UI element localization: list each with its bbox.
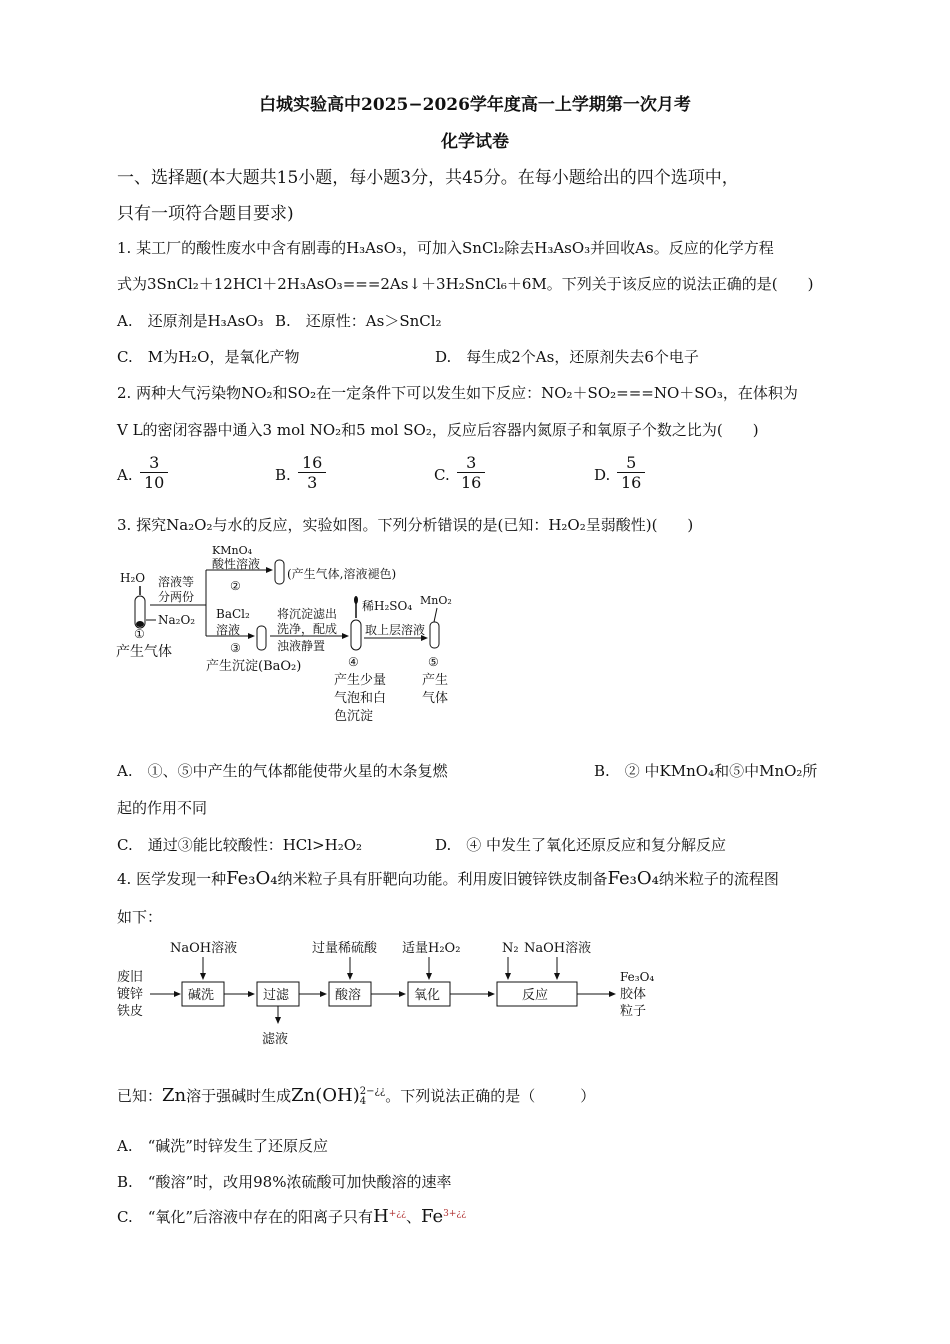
label-bacl2-2: 溶液 xyxy=(216,623,241,637)
label-h2o: H₂O xyxy=(120,571,146,585)
q3-experiment-diagram xyxy=(112,540,472,730)
q3-option-c: C. 通过③能比较酸性：HCl>H₂O₂ xyxy=(117,836,363,854)
q2-stem-line1: 2. 两种大气污染物NO₂和SO₂在一定条件下可以发生如下反应：NO₂＋SO₂===NO＋SO₃，在体积为 xyxy=(117,384,798,402)
q4-stem-part-c: 纳米粒子的流程图 xyxy=(658,870,779,888)
fraction-denominator: 10 xyxy=(140,472,168,492)
dropper-4-bulb xyxy=(354,596,358,604)
q4-known-line xyxy=(117,1085,595,1107)
fraction-denominator: 16 xyxy=(457,472,485,492)
zn-oh-subscript: 4 xyxy=(359,1096,367,1107)
pointer-mno2 xyxy=(434,608,437,622)
label-obs5a: 产生 xyxy=(422,673,449,688)
q3-option-d: D. ④ 中发生了氧化还原反应和复分解反应 xyxy=(435,836,727,854)
q1-option-d: D. 每生成2个As，还原剂失去6个电子 xyxy=(435,348,699,366)
fe-ion: Fe xyxy=(420,1206,444,1227)
label-split2: 分两份 xyxy=(158,590,195,604)
label-obs3: 产生沉淀(BaO₂) xyxy=(206,659,302,674)
q4-stem-line2: 如下： xyxy=(117,908,163,926)
q4-stem-part-b: 纳米粒子具有肝靶向功能。利用废旧镀锌铁皮制备 xyxy=(277,870,608,888)
label-n5: ⑤ xyxy=(428,655,439,669)
label-n4: ④ xyxy=(348,655,359,669)
label-take: 取上层溶液 xyxy=(365,623,426,637)
label-kmno4-1: KMnO₄ xyxy=(212,544,252,557)
zn-oh-charge: 2−¿¿ xyxy=(359,1086,386,1097)
q2-option-c-fraction xyxy=(457,453,485,492)
label-gas1: 产生气体 xyxy=(116,644,172,660)
test-tube-2 xyxy=(275,560,284,584)
flow-filtrate-label: 滤液 xyxy=(262,1032,289,1047)
exam-subject: 化学试卷 xyxy=(441,132,509,152)
label-obs4b: 气泡和白 xyxy=(334,691,387,706)
q2-option-c-label: C. xyxy=(434,466,450,484)
label-obs4c: 色沉淀 xyxy=(334,709,374,724)
test-tube-4 xyxy=(351,620,361,650)
label-obs4a: 产生少量 xyxy=(334,673,387,688)
flow-box2-label: 过滤 xyxy=(263,988,290,1003)
fe3o4-formula: Fe₃O₄ xyxy=(226,868,278,889)
fraction-denominator: 3 xyxy=(298,472,326,492)
test-tube-3 xyxy=(257,626,266,650)
fe3o4-formula: Fe₃O₄ xyxy=(607,868,659,889)
q1-option-c: C. M为H₂O，是氧化产物 xyxy=(117,348,300,366)
q1-option-a: A. 还原剂是H₃AsO₃ xyxy=(117,312,264,330)
q2-option-d-label: D. xyxy=(594,466,611,484)
q4-option-c-text: C. “氧化”后溶液中存在的阳离子只有 xyxy=(117,1208,374,1226)
label-obs5b: 气体 xyxy=(422,691,449,706)
zn-oh-formula: Zn(OH) xyxy=(291,1085,360,1106)
h-ion-charge: +¿¿ xyxy=(388,1209,406,1219)
flow-product-line3: 粒子 xyxy=(620,1004,647,1019)
q2-option-b-fraction xyxy=(298,453,326,492)
label-na2o2: Na₂O₂ xyxy=(158,613,196,627)
section-heading-line2: 只有一项符合题目要求) xyxy=(117,204,294,224)
fraction-numerator: 3 xyxy=(466,453,477,472)
q2-option-b-label: B. xyxy=(275,466,291,484)
flow-box5-label: 反应 xyxy=(522,988,549,1003)
label-n3: ③ xyxy=(230,641,241,655)
q2-option-d-fraction xyxy=(617,453,645,492)
q3-stem: 3. 探究Na₂O₂与水的反应，实验如图。下列分析错误的是(已知：H₂O₂呈弱酸性)( ) xyxy=(117,516,694,534)
q4-option-c xyxy=(117,1206,466,1227)
flow-box1-label: 碱洗 xyxy=(188,988,215,1003)
flow-naoh-1: NaOH溶液 xyxy=(170,941,238,956)
q4-stem-line1 xyxy=(117,868,779,889)
q4-flow-diagram xyxy=(112,935,672,1055)
label-n2: ② xyxy=(230,579,241,593)
q4-known-part-b: 溶于强碱时生成 xyxy=(186,1087,292,1105)
flow-acid-label: 过量稀硫酸 xyxy=(312,941,378,956)
q4-known-part-c: 。下列说法正确的是（ ） xyxy=(385,1087,596,1105)
q4-option-b: B. “酸溶”时，改用98%浓硫酸可加快酸溶的速率 xyxy=(117,1173,452,1191)
zn-oh-scripts xyxy=(360,1087,385,1107)
label-step2: 洗净，配成 xyxy=(277,622,338,636)
q1-stem-line2: 式为3SnCl₂＋12HCl＋2H₃AsO₃===2As↓＋3H₂SnCl₆＋6M。下列关于该反应的说法正确的是( ) xyxy=(117,275,814,293)
q3-option-a: A. ①、⑤中产生的气体都能使带火星的木条复燃 xyxy=(117,762,448,780)
flow-n2-label: N₂ xyxy=(502,941,519,956)
ion-separator: 、 xyxy=(405,1208,421,1226)
label-split1: 溶液等 xyxy=(158,575,195,589)
fe-ion-charge: 3+¿¿ xyxy=(443,1209,467,1219)
flow-raw-line3: 铁皮 xyxy=(117,1004,144,1019)
label-bacl2-1: BaCl₂ xyxy=(216,607,250,621)
label-step3: 浊液静置 xyxy=(277,639,326,653)
test-tube-5 xyxy=(430,622,439,648)
fraction-numerator: 5 xyxy=(626,453,637,472)
flow-box3-label: 酸溶 xyxy=(335,988,362,1003)
q2-option-a-label: A. xyxy=(117,466,133,484)
fraction-numerator: 3 xyxy=(149,453,160,472)
fraction-denominator: 16 xyxy=(617,472,645,492)
q4-option-a: A. “碱洗”时锌发生了还原反应 xyxy=(117,1137,328,1155)
section-heading-line1: 一、选择题(本大题共15小题，每小题3分，共45分。在每小题给出的四个选项中， xyxy=(117,168,739,188)
zn-symbol: Zn xyxy=(162,1085,187,1106)
flow-product-line1: Fe₃O₄ xyxy=(620,970,655,984)
label-obs2: (产生气体,溶液褪色) xyxy=(287,567,397,581)
label-kmno4-2: 酸性溶液 xyxy=(212,557,261,571)
flow-naoh-2: NaOH溶液 xyxy=(524,941,592,956)
flow-h2o2-label: 适量H₂O₂ xyxy=(402,941,461,956)
q3-option-b-line1: B. ② 中KMnO₄和⑤中MnO₂所 xyxy=(594,762,818,780)
q1-stem-line1: 1. 某工厂的酸性废水中含有剧毒的H₃AsO₃，可加入SnCl₂除去H₃AsO₃并回收As。反应的化学方程 xyxy=(117,239,774,257)
label-mno2: MnO₂ xyxy=(420,594,452,607)
label-h2so4: 稀H₂SO₄ xyxy=(362,599,413,613)
q1-option-b: B. 还原性：As＞SnCl₂ xyxy=(275,312,442,330)
q4-stem-part-a: 4. 医学发现一种 xyxy=(117,870,227,888)
q4-known-part-a: 已知： xyxy=(117,1087,163,1105)
label-step1: 将沉淀滤出 xyxy=(277,607,338,621)
flow-product-line2: 胶体 xyxy=(620,987,647,1002)
q2-stem-line2: V L的密闭容器中通入3 mol NO₂和5 mol SO₂，反应后容器内氮原子和氧原子个数之比为( ) xyxy=(117,421,759,439)
q3-option-b-line2: 起的作用不同 xyxy=(117,799,208,817)
q2-option-a-fraction xyxy=(140,453,168,492)
flow-box4-label: 氧化 xyxy=(414,988,441,1003)
flow-raw-line2: 镀锌 xyxy=(117,987,144,1002)
h-ion: H xyxy=(373,1206,389,1227)
label-n1: ① xyxy=(134,627,145,641)
flow-raw-line1: 废旧 xyxy=(117,970,144,985)
fraction-numerator: 16 xyxy=(302,453,323,472)
exam-title: 白城实验高中2025−2026学年度高一上学期第一次月考 xyxy=(259,95,691,115)
